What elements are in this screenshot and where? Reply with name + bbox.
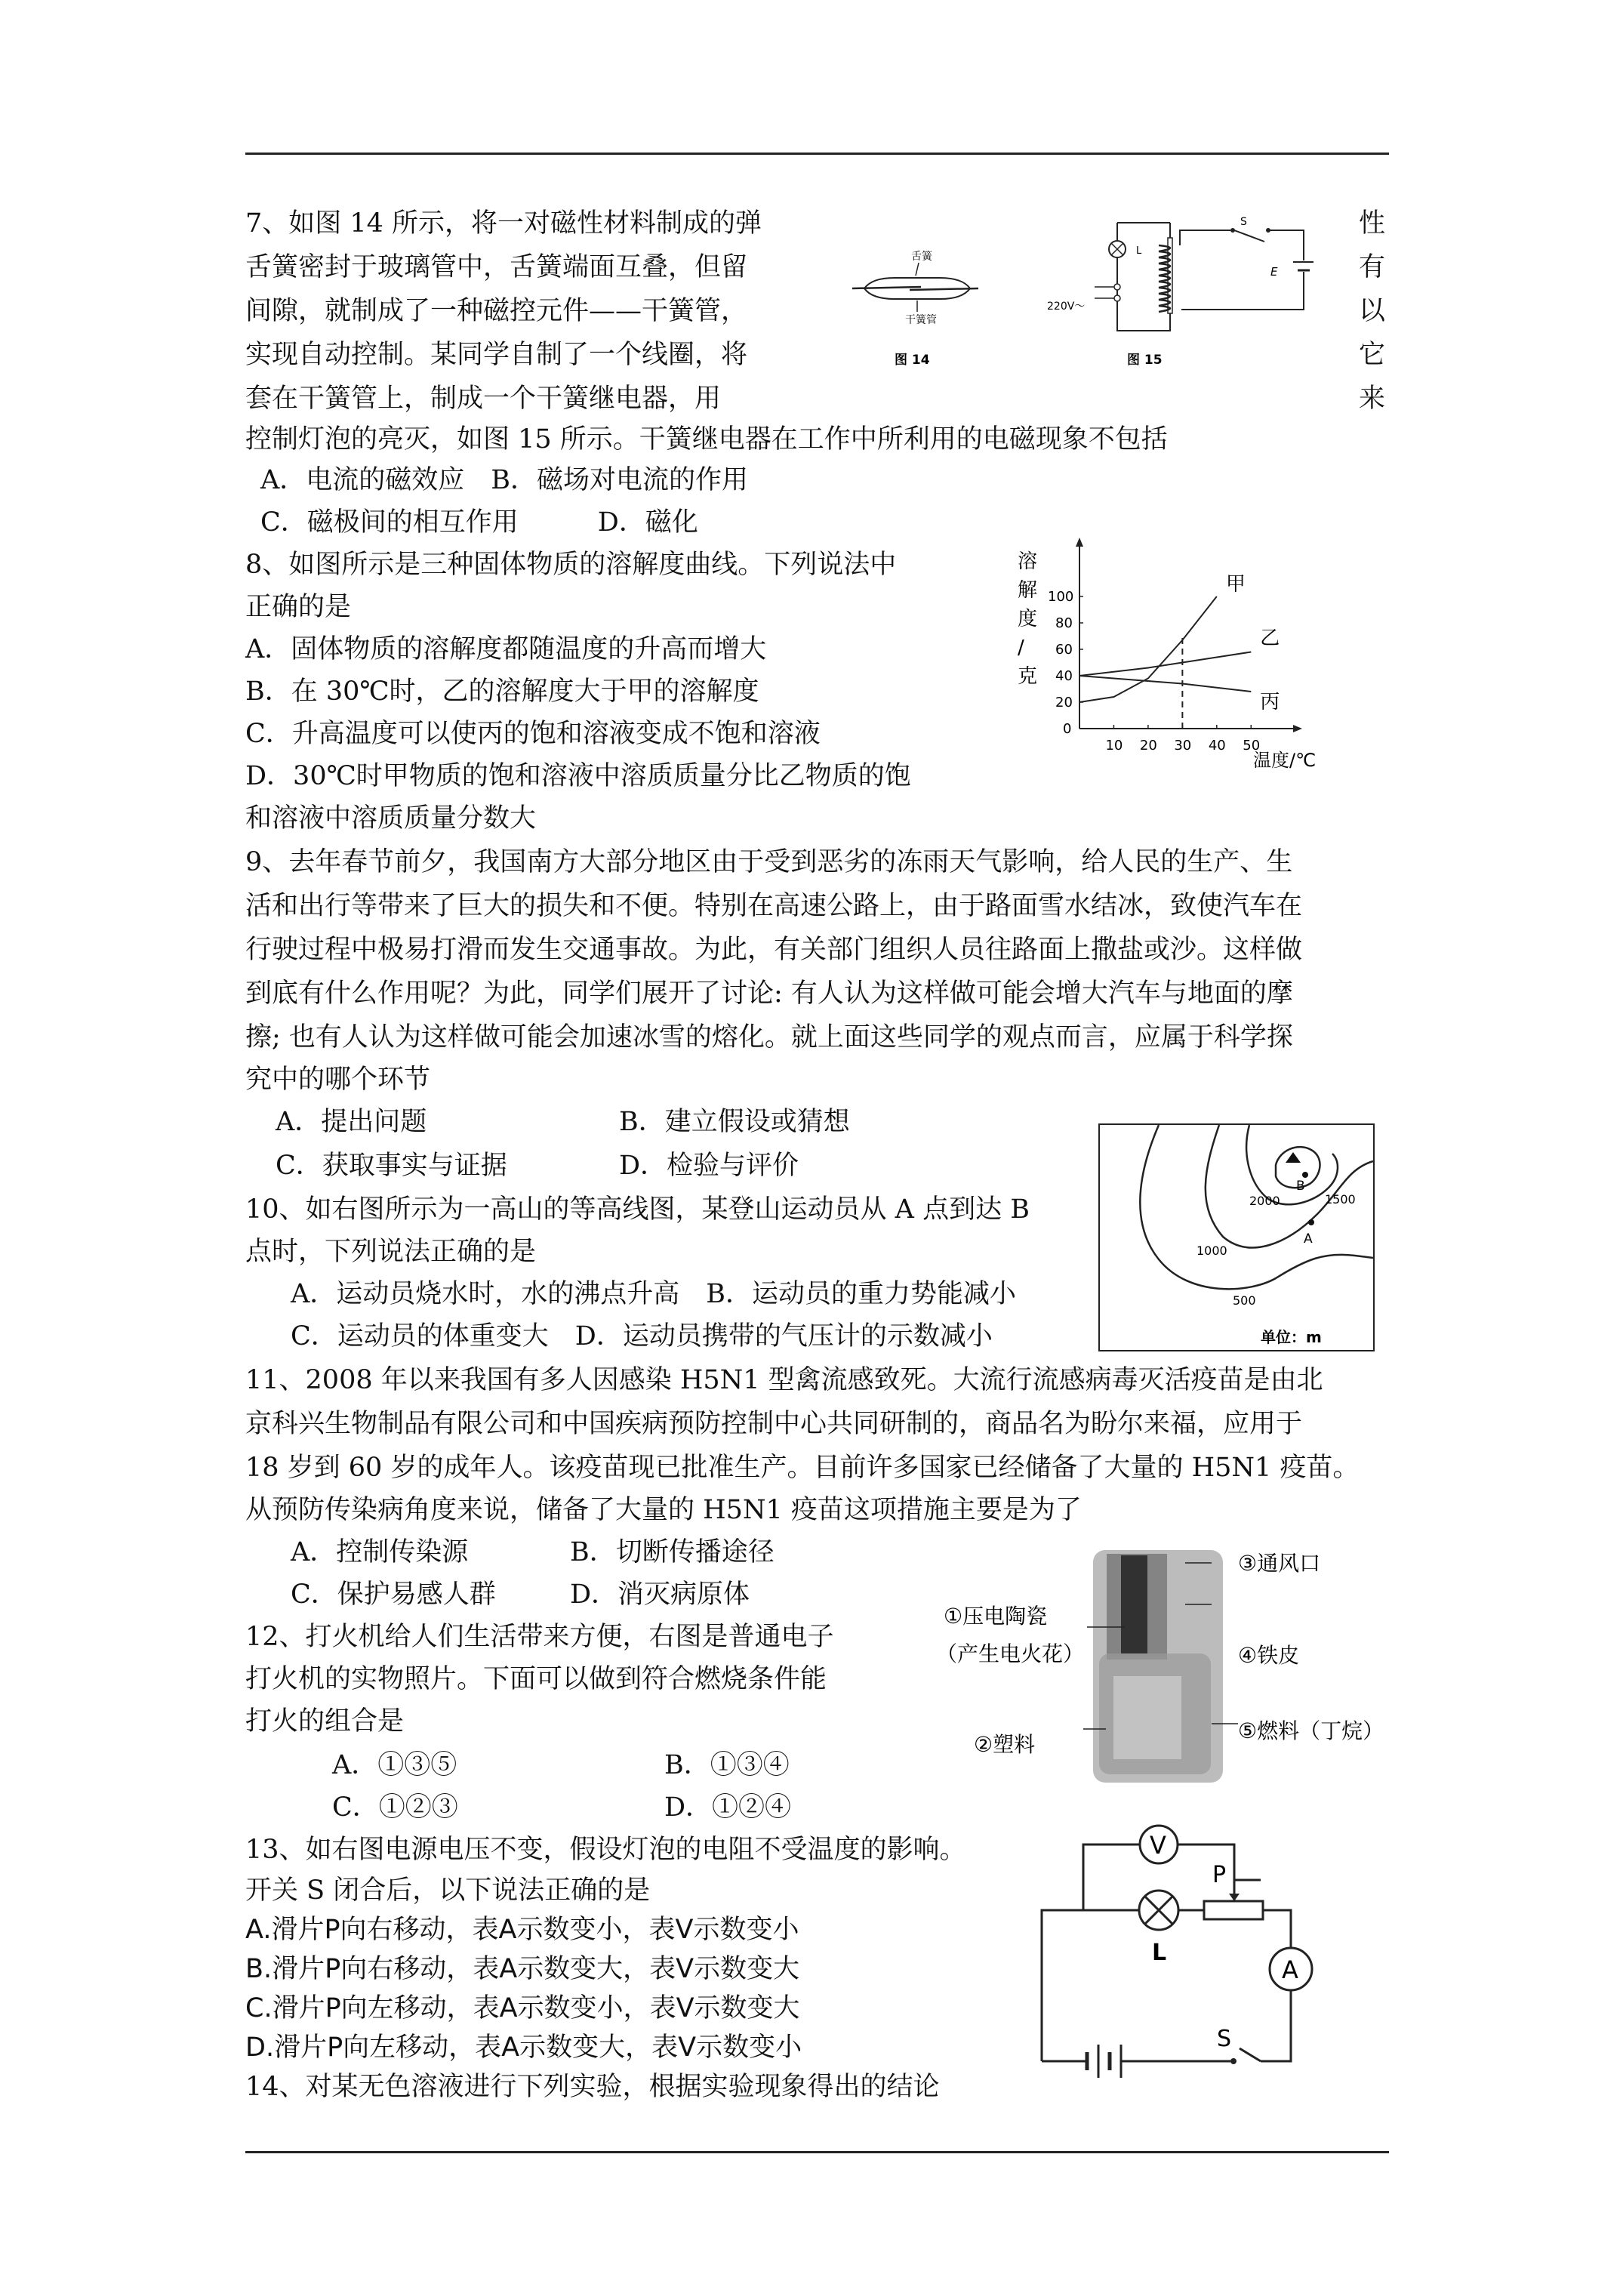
fig15-voltage-label: 220V～	[1047, 300, 1086, 313]
map-contour-500: 500	[1233, 1293, 1256, 1308]
q13-line: 开关 S 闭合后，以下说法正确的是	[245, 1875, 651, 1906]
q11-line: 从预防传染病角度来说，储备了大量的 H5N1 疫苗这项措施主要是为了	[245, 1495, 1082, 1525]
q7-line: 套在干簧管上，制成一个干簧继电器，用	[245, 384, 722, 414]
q13-option-line: A.滑片P向右移动，表A示数变小，表V示数变小	[245, 1915, 799, 1945]
x-tick-label: 20	[1139, 738, 1157, 754]
y-axis-label-char: 溶	[1018, 550, 1038, 573]
q12-option: D．①②④	[664, 1792, 792, 1823]
lamp-label: L	[1152, 1940, 1167, 1966]
q7-line: 实现自动控制。某同学自制了一个线圈，将	[245, 340, 748, 370]
q12-line: 打火的组合是	[245, 1706, 405, 1737]
x-tick-label: 40	[1208, 738, 1226, 754]
q7-right-char: 以	[1359, 296, 1386, 326]
y-axis-label-char: 解	[1018, 579, 1038, 602]
q8-option-line: C．升高温度可以使丙的饱和溶液变成不饱和溶液	[245, 719, 821, 749]
q13-option-line: B.滑片P向右移动，表A示数变大，表V示数变大	[245, 1954, 800, 1984]
x-axis-label: 温度/℃	[1253, 750, 1317, 770]
q11-option: B．切断传播途径	[570, 1537, 775, 1567]
q13-option-line: D.滑片P向左移动，表A示数变大，表V示数变小	[245, 2032, 802, 2063]
lighter-label-2: ②塑料	[974, 1732, 1036, 1757]
figure-14-reed-switch	[849, 242, 981, 374]
ammeter-label: A	[1282, 1955, 1298, 1984]
x-tick-label: 10	[1105, 738, 1123, 754]
q12-option: C．①②③	[332, 1792, 458, 1823]
q8-option-line: A．固体物质的溶解度都随温度的升高而增大	[245, 634, 767, 664]
q9-option: D．检验与评价	[619, 1151, 799, 1181]
y-axis-label-char: 度	[1018, 608, 1038, 630]
lighter-figure	[929, 1540, 1397, 1797]
circuit-diagram	[1034, 1818, 1351, 2105]
q8-line: 正确的是	[245, 592, 352, 622]
fig15-switch-label: S	[1240, 216, 1247, 228]
q12-line: 12、打火机给人们生活带来方便，右图是普通电子	[245, 1622, 834, 1652]
q8-line: 8、如图所示是三种固体物质的溶解度曲线。下列说法中	[245, 550, 897, 580]
q9-line: 9、去年春节前夕，我国南方大部分地区由于受到恶劣的冻雨天气影响，给人民的生产、生	[245, 847, 1293, 877]
fig14-label-top: 舌簧	[911, 251, 932, 263]
lighter-label-4: ④铁皮	[1238, 1643, 1300, 1668]
q11-option: A．控制传染源	[291, 1537, 469, 1567]
series-3-label: 丙	[1260, 691, 1280, 713]
fig15-lamp-label: L	[1136, 245, 1142, 257]
q7-option-line: C．磁极间的相互作用 D．磁化	[260, 507, 698, 538]
q11-option: D．消灭病原体	[570, 1579, 750, 1610]
x-tick-label: 50	[1243, 738, 1261, 754]
voltmeter-label: V	[1150, 1831, 1166, 1860]
q7-line: 7、如图 14 所示，将一对磁性材料制成的弹	[245, 208, 762, 239]
y-tick-label: 0	[1063, 721, 1072, 737]
q7-line: 舌簧密封于玻璃管中，舌簧端面互叠，但留	[245, 252, 748, 282]
y-tick-label: 100	[1048, 589, 1074, 605]
q13-line: 13、如右图电源电压不变，假设灯泡的电阻不受温度的影响。	[245, 1835, 966, 1865]
switch-label: S	[1217, 2026, 1232, 2052]
q12-line: 打火机的实物照片。下面可以做到符合燃烧条件能	[245, 1664, 827, 1694]
lighter-label-1: ①压电陶瓷	[944, 1604, 1048, 1629]
solubility-chart	[996, 536, 1359, 770]
x-tick-label: 30	[1174, 738, 1192, 754]
q13-option-line: C.滑片P向左移动，表A示数变小，表V示数变大	[245, 1993, 800, 2023]
series-3-line	[1079, 676, 1251, 692]
q10-option-line: C．运动员的体重变大 D．运动员携带的气压计的示数减小	[291, 1321, 993, 1351]
q7-right-char: 它	[1359, 340, 1386, 370]
q14-line: 14、对某无色溶液进行下列实验，根据实验现象得出的结论	[245, 2072, 940, 2102]
bottom-rule	[245, 2151, 1389, 2153]
contour-map	[1098, 1123, 1375, 1351]
top-rule	[245, 153, 1389, 155]
map-point-a: A	[1304, 1231, 1313, 1247]
series-2-line	[1079, 652, 1251, 676]
q7-right-char: 来	[1359, 384, 1386, 414]
q9-line: 行驶过程中极易打滑而发生交通事故。为此，有关部门组织人员往路面上撒盐或沙。这样做	[245, 935, 1303, 965]
q9-option: A．提出问题	[276, 1107, 427, 1137]
q9-line: 擦; 也有人认为这样做可能会加速冰雪的熔化。就上面这些同学的观点而言，应属于科学探	[245, 1022, 1293, 1052]
map-contour-1500: 1500	[1325, 1192, 1356, 1207]
q10-line: 点时，下列说法正确的是	[245, 1237, 537, 1267]
q9-line: 究中的哪个环节	[245, 1065, 431, 1095]
q9-line: 活和出行等带来了巨大的损失和不便。特别在高速公路上，由于路面雪水结冰，致使汽车在	[245, 891, 1303, 921]
q9-line: 到底有什么作用呢？为此，同学们展开了讨论: 有人认为这样做可能会增大汽车与地面的摩	[245, 978, 1293, 1009]
q7-right-char: 性	[1359, 208, 1386, 239]
lighter-label-5: ⑤燃料（丁烷）	[1238, 1718, 1384, 1743]
lighter-label-3: ③通风口	[1238, 1551, 1321, 1576]
figure-15-relay-circuit	[1038, 204, 1313, 374]
lighter-label-1-note: （产生电火花）	[936, 1641, 1085, 1666]
q10-option-line: A．运动员烧水时，水的沸点升高 B．运动员的重力势能减小	[291, 1279, 1016, 1309]
y-axis-label-char: 克	[1018, 665, 1038, 688]
x-axis-arrow	[1293, 725, 1302, 732]
q8-option-line: D．30℃时甲物质的饱和溶液中溶质质量分比乙物质的饱	[245, 761, 911, 791]
q9-option: C．获取事实与证据	[276, 1151, 507, 1181]
series-1-line	[1079, 596, 1217, 702]
q12-option: B．①③④	[664, 1750, 790, 1780]
q7-right-char: 有	[1359, 252, 1386, 282]
fig14-label-bottom: 干簧管	[905, 314, 937, 326]
y-tick-label: 80	[1055, 615, 1073, 631]
y-tick-label: 40	[1055, 668, 1073, 684]
slider-label: P	[1212, 1862, 1227, 1888]
fig14-caption: 图 14	[895, 353, 930, 368]
q8-option-line: B．在 30℃时，乙的溶解度大于甲的溶解度	[245, 676, 759, 707]
map-contour-1000: 1000	[1196, 1244, 1227, 1258]
q8-option-line: 和溶液中溶质质量分数大	[245, 803, 537, 834]
y-axis-label-char: /	[1018, 636, 1024, 659]
q7-line: 间隙，就制成了一种磁控元件——干簧管，	[245, 296, 748, 326]
q11-line: 京科兴生物制品有限公司和中国疾病预防控制中心共同研制的，商品名为盼尔来福，应用于	[245, 1409, 1303, 1439]
q7-line: 控制灯泡的亮灭，如图 15 所示。干簧继电器在工作中所利用的电磁现象不包括	[245, 424, 1168, 455]
q12-option: A．①③⑤	[332, 1750, 457, 1780]
fig15-battery-label: E	[1270, 265, 1278, 279]
series-1-label: 甲	[1225, 573, 1246, 596]
q11-line: 11、2008 年以来我国有多人因感染 H5N1 型禽流感致死。大流行流感病毒灭活疫苗是由北	[245, 1365, 1323, 1395]
q10-line: 10、如右图所示为一高山的等高线图，某登山运动员从 A 点到达 B	[245, 1194, 1030, 1225]
q7-option-line: A．电流的磁效应 B．磁场对电流的作用	[260, 465, 748, 495]
map-unit-label: 单位：m	[1261, 1328, 1322, 1346]
y-tick-label: 60	[1055, 642, 1073, 658]
q11-option: C．保护易感人群	[291, 1579, 496, 1610]
y-axis-arrow	[1076, 538, 1083, 547]
fig15-caption: 图 15	[1127, 353, 1163, 368]
q9-option: B．建立假设或猜想	[619, 1107, 850, 1137]
series-2-label: 乙	[1260, 627, 1280, 650]
y-tick-label: 20	[1055, 695, 1073, 710]
q11-line: 18 岁到 60 岁的成年人。该疫苗现已批准生产。目前许多国家已经储备了大量的 H5N1 疫苗。	[245, 1453, 1360, 1483]
map-point-b: B	[1296, 1179, 1305, 1194]
map-contour-2000: 2000	[1249, 1194, 1280, 1208]
